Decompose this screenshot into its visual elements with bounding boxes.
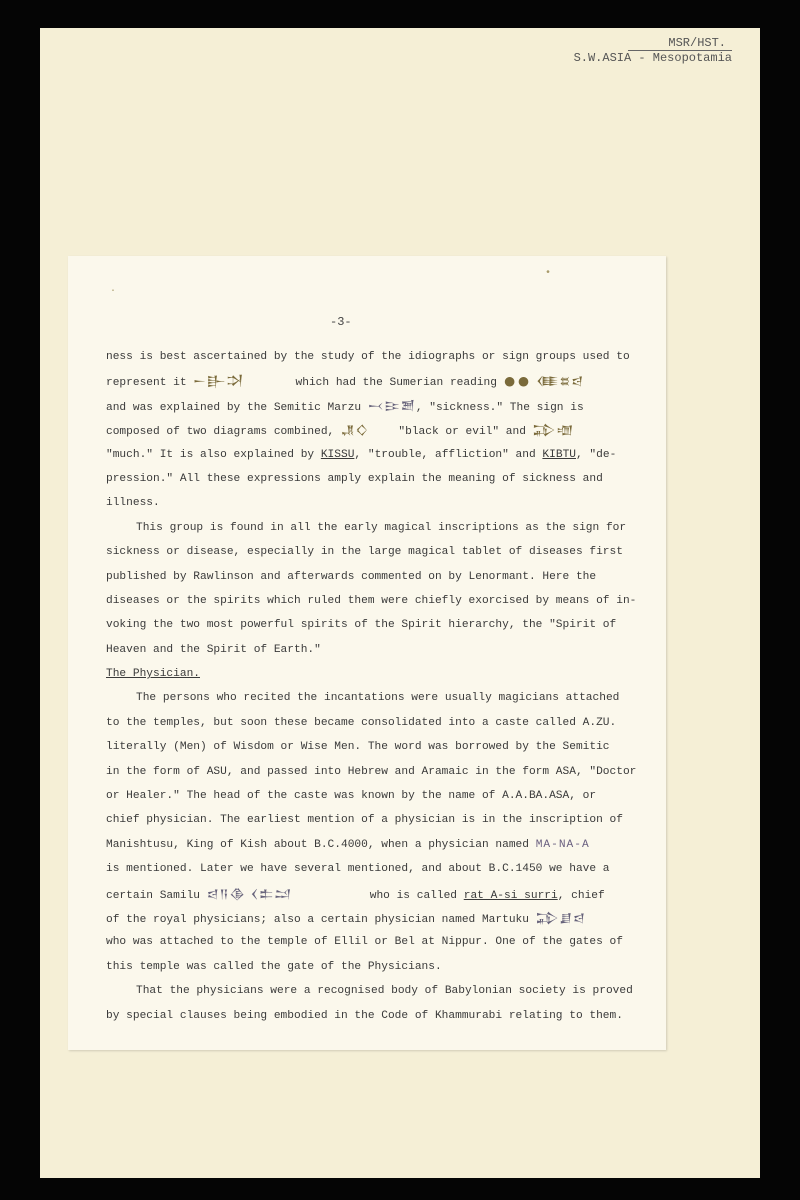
- text-segment: , "trouble, affliction" and: [354, 448, 536, 461]
- text-segment: certain Samilu: [106, 889, 200, 902]
- handwritten-name: MA-NA-A: [535, 838, 590, 851]
- paper-speck: •: [545, 268, 552, 279]
- text-line: [106, 394, 646, 418]
- text-segment: represent it: [106, 377, 187, 390]
- text-segment: who is called: [369, 889, 458, 902]
- text-line: in the form of ASU, and passed into Hebrew and Aramaic in the form ASA, "Doctor: [106, 765, 637, 778]
- text-line: who was attached to the temple of Ellil or Bel at Nippur. One of the gates of: [106, 936, 623, 949]
- text-line: this temple was called the gate of the Physicians.: [106, 960, 442, 973]
- text-segment: "much." It is also explained by: [106, 448, 315, 461]
- page-number: -3-: [330, 315, 352, 329]
- text-line: or Healer." The head of the caste was known by the name of A.A.BA.ASA, or: [106, 790, 597, 803]
- text-line: [106, 443, 646, 467]
- text-line: This group is found in all the early magical inscriptions as the sign for: [136, 521, 627, 534]
- text-line: by special clauses being embodied in the Code of Khammurabi relating to them.: [106, 1009, 623, 1022]
- section-heading: The Physician.: [106, 668, 200, 681]
- text-line: published by Rawlinson and afterwards commented on by Lenormant. Here the: [106, 570, 597, 583]
- cuneiform-glyphs: 𒁉𒌝: [532, 423, 575, 438]
- text-segment: , chief: [557, 889, 605, 902]
- paper-speck: ·: [110, 286, 117, 297]
- text-line: illness.: [106, 497, 160, 510]
- term-rat-asi-surri: rat A-si surri: [463, 889, 558, 902]
- page-body-text: [106, 345, 646, 1028]
- cuneiform-glyphs: 𒀸𒃲𒋫: [193, 374, 245, 389]
- reference-code: MSR/HST.: [628, 36, 732, 51]
- region-label: S.W.ASIA - Mesopotamia: [573, 51, 732, 65]
- text-line: voking the two most powerful spirits of the Spirit hierarchy, the "Spirit of: [106, 619, 617, 632]
- text-line: The persons who recited the incantations were usually magicians attached: [136, 692, 620, 705]
- text-line: [106, 906, 646, 930]
- text-line: [106, 833, 646, 857]
- term-kibtu: KIBTU: [542, 448, 576, 461]
- text-segment: , "de-: [576, 448, 617, 461]
- text-line: [106, 369, 646, 393]
- text-segment: Manishtusu, King of Kish about B.C.4000, when a physician named: [106, 838, 529, 851]
- text-line: [106, 418, 646, 442]
- cuneiform-glyphs: 𒁉𒋗𒁀: [535, 910, 586, 925]
- text-line: pression." All these expressions amply explain the meaning of sickness and: [106, 472, 603, 485]
- text-line: to the temples, but soon these became consolidated into a caste called A.ZU.: [106, 716, 617, 729]
- text-segment: of the royal physicians; also a certain physician named Martuku: [106, 913, 529, 926]
- text-line: That the physicians were a recognised body of Babylonian society is proved: [136, 985, 633, 998]
- cuneiform-glyphs: 𒁀𒀀𒆠 𒌋𒉺𒁺: [206, 886, 293, 901]
- text-line: sickness or disease, especially in the large magical tablet of diseases first: [106, 546, 623, 559]
- text-line: literally (Men) of Wisdom or Wise Men. The word was borrowed by the Semitic: [106, 741, 610, 754]
- cuneiform-glyphs: 𒂗𒄭: [340, 423, 369, 438]
- text-line: ness is best ascertained by the study of the idiographs or sign groups used to: [106, 351, 630, 363]
- text-line: diseases or the spirits which ruled them were chiefly exorcised by means of in-: [106, 594, 637, 607]
- archive-header: [574, 36, 732, 65]
- cuneiform-glyphs: 𒊹𒊹 𒈪𒊺𒁀: [503, 374, 585, 389]
- text-segment: which had the Sumerian reading: [295, 377, 497, 390]
- text-segment: composed of two diagrams combined,: [106, 426, 335, 439]
- term-kissu: KISSU: [320, 448, 355, 461]
- text-segment: , "sickness." The sign is: [415, 401, 584, 414]
- text-line: Heaven and the Spirit of Earth.": [106, 643, 321, 656]
- text-line: is mentioned. Later we have several mentioned, and about B.C.1450 we have a: [106, 863, 610, 876]
- text-line: [106, 882, 646, 906]
- text-segment: "black or evil" and: [398, 426, 526, 439]
- cuneiform-glyphs: 𒁁𒄿𒍪: [367, 398, 416, 413]
- text-segment: and was explained by the Semitic Marzu: [106, 401, 362, 414]
- text-line: chief physician. The earliest mention of a physician is in the inscription of: [106, 814, 623, 827]
